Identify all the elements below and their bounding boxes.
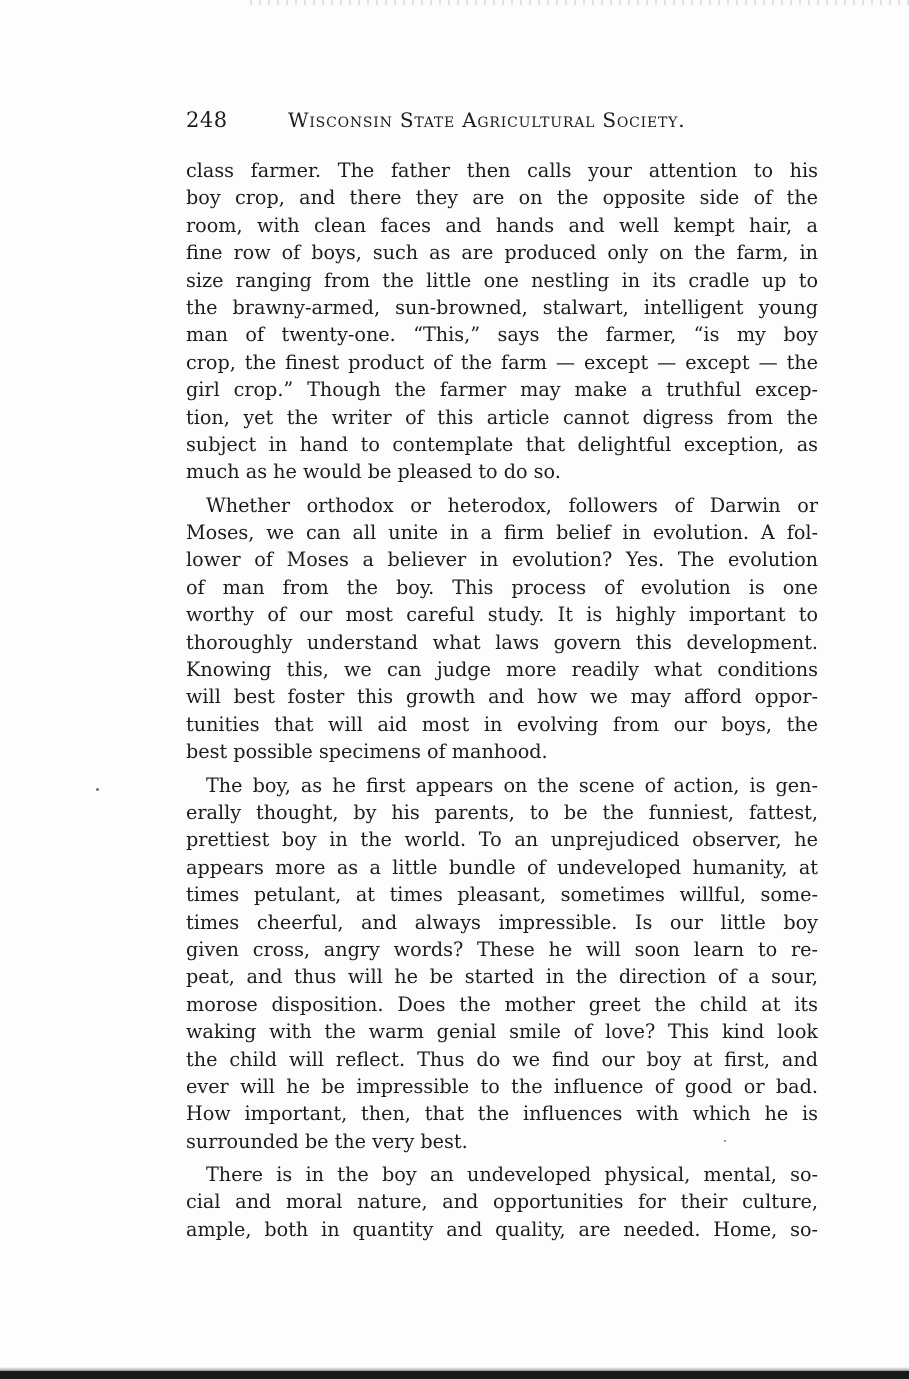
scan-edge-top bbox=[250, 0, 909, 5]
text-line: will best foster this growth and how we may afford oppor- bbox=[186, 685, 818, 709]
text-line: Knowing this, we can judge more readily what conditions bbox=[186, 658, 818, 682]
text-line: class farmer. The father then calls your attention to his bbox=[186, 159, 818, 182]
running-head bbox=[186, 108, 816, 138]
text-line: surrounded be the very best. bbox=[186, 1129, 468, 1153]
paragraph bbox=[186, 1161, 818, 1243]
paragraph bbox=[186, 772, 818, 1155]
journal-title: Wisconsin State Agricultural Society. bbox=[288, 108, 686, 132]
text-line: tion, yet the writer of this article cannot digress from the bbox=[186, 405, 818, 429]
scan-speck bbox=[96, 788, 99, 791]
text-line: of man from the boy. This process of evolution is one bbox=[186, 575, 818, 599]
text-line: worthy of our most careful study. It is highly important to bbox=[186, 603, 818, 627]
text-line: man of twenty-one. “This,” says the farmer, “is my boy bbox=[186, 323, 818, 347]
text-line: erally thought, by his parents, to be the funniest, fattest, bbox=[186, 800, 818, 824]
scan-edge-bottom bbox=[0, 1371, 909, 1379]
text-line: times petulant, at times pleasant, sometimes willful, some- bbox=[186, 883, 818, 907]
text-line: tunities that will aid most in evolving from our boys, the bbox=[186, 712, 818, 736]
paragraph bbox=[186, 492, 818, 766]
text-line: Moses, we can all unite in a firm belief in evolution. A fol- bbox=[186, 521, 818, 545]
text-line: Whether orthodox or heterodox, followers of Darwin or bbox=[206, 493, 818, 517]
text-line: How important, then, that the influences with which he is bbox=[186, 1102, 818, 1126]
text-line: times cheerful, and always impressible. Is our little boy bbox=[186, 910, 818, 934]
paragraph bbox=[186, 157, 818, 486]
text-line: crop, the finest product of the farm — except — except — the bbox=[186, 350, 818, 374]
text-line: thoroughly understand what laws govern this development. bbox=[186, 630, 818, 654]
text-line: There is in the boy an undeveloped physical, mental, so- bbox=[206, 1163, 818, 1187]
text-line: subject in hand to contemplate that delightful exception, as bbox=[186, 432, 818, 456]
text-line: given cross, angry words? These he will soon learn to re- bbox=[186, 937, 818, 961]
page-number: 248 bbox=[186, 108, 228, 132]
text-line: ever will he be impressible to the influence of good or bad. bbox=[186, 1074, 818, 1098]
text-line: lower of Moses a believer in evolution? Yes. The evolution bbox=[186, 548, 818, 572]
text-line: cial and moral nature, and opportunities for their culture, bbox=[186, 1190, 818, 1214]
text-line: ample, both in quantity and quality, are needed. Home, so- bbox=[186, 1217, 818, 1241]
text-line: peat, and thus will he be started in the direction of a sour, bbox=[186, 965, 818, 989]
text-line: room, with clean faces and hands and well kempt hair, a bbox=[186, 213, 818, 237]
text-line: morose disposition. Does the mother greet the child at its bbox=[186, 992, 818, 1016]
text-line: waking with the warm genial smile of love? This kind look bbox=[186, 1020, 818, 1044]
text-line: girl crop.” Though the farmer may make a truthful excep- bbox=[186, 378, 818, 402]
text-line: The boy, as he first appears on the scene of action, is gen- bbox=[206, 773, 818, 797]
text-line: prettiest boy in the world. To an unprejudiced observer, he bbox=[186, 828, 818, 852]
text-line: the brawny-armed, sun-browned, stalwart, intelligent young bbox=[186, 295, 818, 319]
article-body bbox=[186, 157, 818, 1243]
text-line: much as he would be pleased to do so. bbox=[186, 460, 561, 484]
text-line: fine row of boys, such as are produced only on the farm, in bbox=[186, 241, 818, 265]
text-line: boy crop, and there they are on the opposite side of the bbox=[186, 186, 818, 210]
text-line: the child will reflect. Thus do we find our boy at first, and bbox=[186, 1047, 818, 1071]
scan-speck bbox=[724, 1140, 726, 1142]
text-line: appears more as a little bundle of undeveloped humanity, at bbox=[186, 855, 818, 879]
text-line: best possible specimens of manhood. bbox=[186, 740, 548, 764]
text-line: size ranging from the little one nestling in its cradle up to bbox=[186, 268, 818, 292]
